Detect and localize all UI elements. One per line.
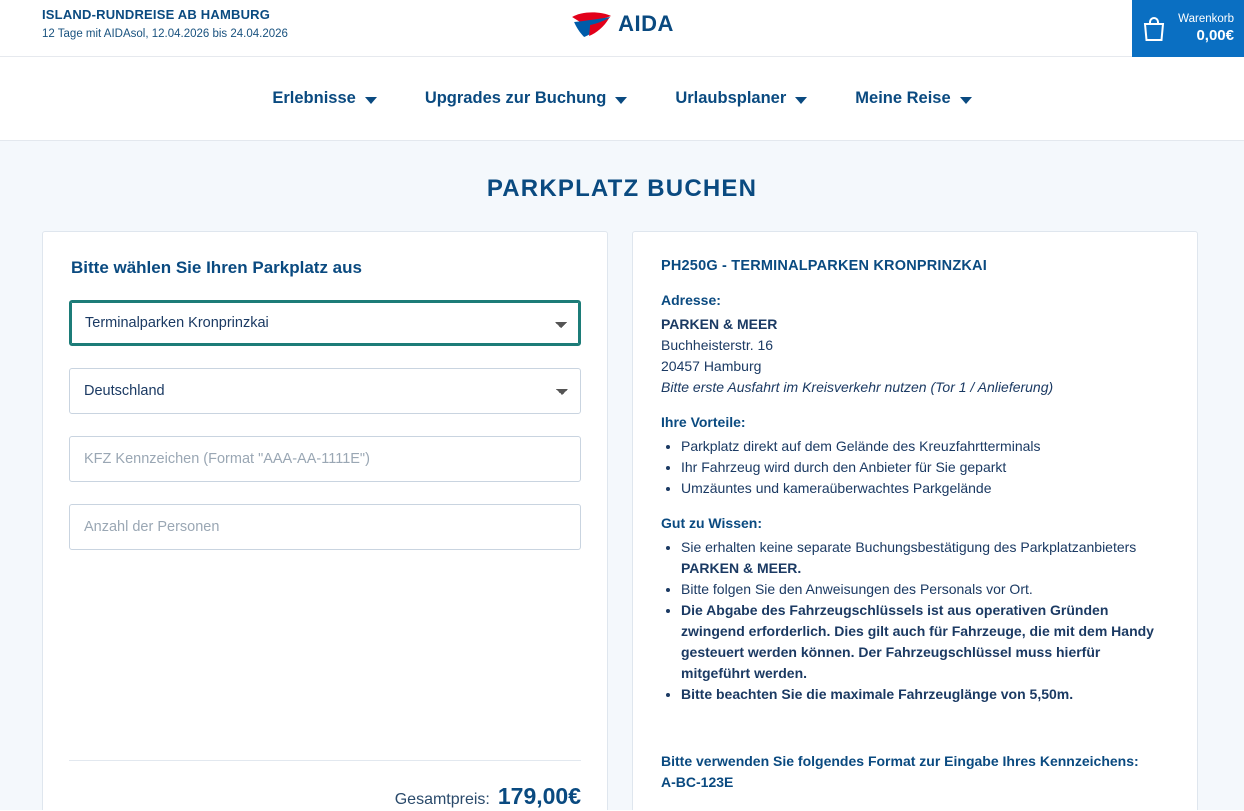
- spacer: [661, 398, 1169, 414]
- number-of-persons-input[interactable]: [69, 504, 581, 550]
- plate-format-note-line2: A-BC-123E: [661, 774, 734, 790]
- cruise-title: ISLAND-RUNDREISE AB HAMBURG: [42, 7, 271, 22]
- list-item: • Die Abgabe des Fahrzeugschlüssels ist aus operativen Gründen zwingend erforderlich. Dies gilt auch für Fahrzeuge, die mit dem Handy gesteuert werden können. Der Fahrzeugschlüssel muss hierfür mitgeführt werden.: [681, 600, 1169, 684]
- address-city: 20457 Hamburg: [661, 358, 762, 374]
- cart-amount: 0,00€: [1196, 27, 1234, 44]
- nav-item-erlebnisse[interactable]: [272, 89, 376, 108]
- cruise-subtitle: 12 Tage mit AIDAsol, 12.04.2026 bis 24.04.2026: [42, 28, 288, 40]
- address-street: Buchheisterstr. 16: [661, 337, 774, 353]
- nav-item-meine-reise[interactable]: [855, 89, 971, 108]
- aida-logo[interactable]: [570, 9, 674, 39]
- address-heading: Adresse:: [661, 292, 721, 308]
- chevron-down-icon: [960, 97, 972, 104]
- list-item: • Parkplatz direkt auf dem Gelände des Kreuzfahrtterminals: [681, 436, 1169, 457]
- shopping-bag-icon: [1142, 16, 1166, 42]
- notes-list: [661, 537, 1169, 705]
- cart-button[interactable]: [1132, 0, 1244, 57]
- chevron-down-icon: [795, 97, 807, 104]
- left-card-title: Bitte wählen Sie Ihren Parkplatz aus: [71, 258, 362, 277]
- benefits-heading: Ihre Vorteile:: [661, 414, 746, 430]
- total-price-value: 179,00€: [497, 783, 581, 809]
- page-content: [0, 141, 1244, 810]
- chevron-down-icon: [615, 97, 627, 104]
- list-item: • Umzäuntes und kameraüberwachtes Parkgelände: [681, 478, 1169, 499]
- address-hint: Bitte erste Ausfahrt im Kreisverkehr nutzen (Tor 1 / Anlieferung): [661, 379, 1054, 395]
- page-title: PARKPLATZ BUCHEN: [486, 175, 758, 202]
- list-item: • Bitte beachten Sie die maximale Fahrzeuglänge von 5,50m.: [681, 684, 1169, 705]
- spacer: [661, 499, 1169, 515]
- note-company: PARKEN & MEER.: [681, 560, 802, 576]
- cart-label: Warenkorb: [1178, 13, 1234, 25]
- cart-texts: [1174, 12, 1234, 45]
- chevron-down-icon: [365, 97, 377, 104]
- parking-selection-card: [42, 231, 608, 810]
- top-bar: [0, 0, 1244, 57]
- parking-details-title: PH250G - TERMINALPARKEN KRONPRINZKAI: [661, 258, 987, 274]
- nav-item-label: Meine Reise: [855, 89, 951, 107]
- total-price-label: Gesamtpreis:: [394, 791, 490, 808]
- address-company: PARKEN & MEER: [661, 316, 778, 332]
- parking-lot-select[interactable]: [69, 300, 581, 346]
- nav-item-label: Urlaubsplaner: [675, 89, 787, 107]
- main-navigation: [0, 57, 1244, 141]
- nav-item-urlaubsplaner[interactable]: [675, 89, 807, 108]
- total-price-row: [69, 761, 581, 810]
- aida-logo-text: AIDA: [618, 11, 674, 36]
- benefits-list: [661, 436, 1169, 499]
- parking-details-card: [632, 231, 1198, 810]
- cards-container: [0, 231, 1244, 810]
- list-item: • Bitte folgen Sie den Anweisungen des Personals vor Ort.: [681, 579, 1169, 600]
- note-text: Sie erhalten keine separate Buchungsbestätigung des Parkplatzanbieters: [681, 539, 1137, 555]
- nav-item-label: Upgrades zur Buchung: [424, 89, 607, 107]
- aida-lips-icon: [570, 9, 614, 39]
- list-item: • Ihr Fahrzeug wird durch den Anbieter für Sie geparkt: [681, 457, 1169, 478]
- country-select[interactable]: [69, 368, 581, 414]
- list-item: [681, 537, 1169, 579]
- license-plate-input[interactable]: [69, 436, 581, 482]
- cruise-info: [42, 6, 288, 42]
- notes-heading: Gut zu Wissen:: [661, 515, 762, 531]
- plate-format-note-line1: Bitte verwenden Sie folgendes Format zur Eingabe Ihres Kennzeichens:: [661, 753, 1139, 769]
- nav-item-upgrades-zur-buchung[interactable]: [425, 89, 628, 108]
- plate-format-note: [661, 751, 1169, 793]
- nav-item-label: Erlebnisse: [272, 89, 356, 107]
